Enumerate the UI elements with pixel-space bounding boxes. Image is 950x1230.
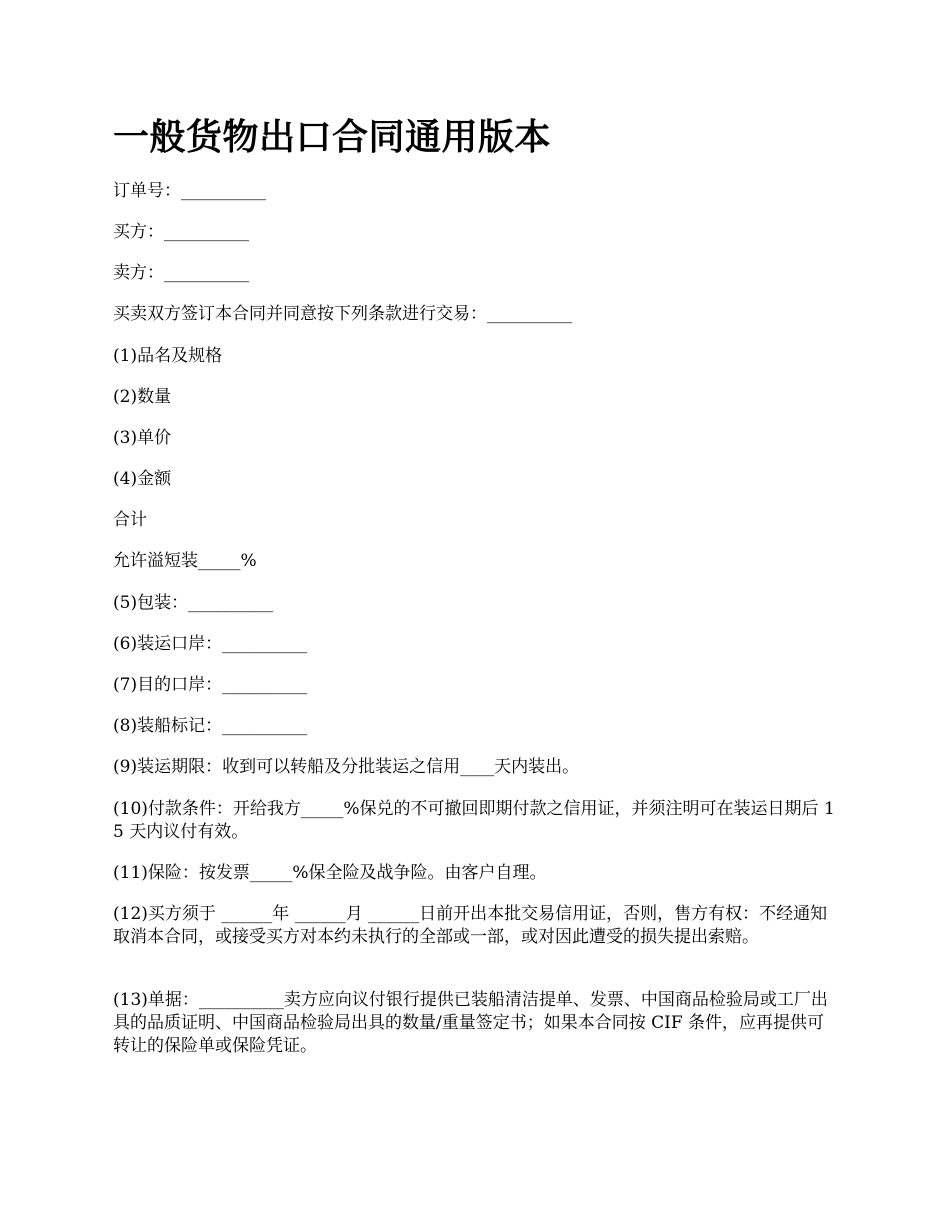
clause-amount: (4)金额 <box>113 469 172 489</box>
clause-unit-price: (3)单价 <box>113 428 172 448</box>
clause-loading-port: (6)装运口岸：__________ <box>113 634 308 654</box>
buyer-line: 买方：__________ <box>113 222 249 242</box>
clause-letter-of-credit: (12)买方须于 ______年 ______月 ______日前开出本批交易信用证，否则，售方有权：不经通知取消本合同，或接受买方对本约未执行的全部或一部，或对因此遭受的损失提出索赔。 <box>113 904 828 947</box>
tolerance-line: 允许溢短装_____% <box>113 551 257 571</box>
clause-product-spec: (1)品名及规格 <box>113 346 223 366</box>
clause-shipping-marks: (8)装船标记：__________ <box>113 716 308 736</box>
clause-shipment-time: (9)装运期限：收到可以转船及分批装运之信用____天内装出。 <box>113 757 580 777</box>
total-line: 合计 <box>113 510 147 530</box>
clause-insurance: (11)保险：按发票_____%保全险及战争险。由客户自理。 <box>113 863 547 883</box>
clause-documents: (13)单据：__________卖方应向议付银行提供已装船清洁提单、发票、中国商品检验局或工厂出具的品质证明、中国商品检验局出具的数量/重量签定书；如果本合同按 CIF 条件，应再提供可转让的保险单或保险凭证。 <box>113 990 828 1056</box>
clause-quantity: (2)数量 <box>113 387 172 407</box>
clause-packing: (5)包装：__________ <box>113 593 274 613</box>
clause-payment-terms: (10)付款条件：开给我方_____%保兑的不可撤回即期付款之信用证，并须注明可在装运日期后 15 天内议付有效。 <box>113 799 835 842</box>
seller-line: 卖方：__________ <box>113 263 249 283</box>
agreement-intro-line: 买卖双方签订本合同并同意按下列条款进行交易：__________ <box>113 304 572 324</box>
order-number-line: 订单号：__________ <box>113 181 266 201</box>
clause-destination-port: (7)目的口岸：__________ <box>113 675 308 695</box>
document-title: 一般货物出口合同通用版本 <box>113 116 552 158</box>
